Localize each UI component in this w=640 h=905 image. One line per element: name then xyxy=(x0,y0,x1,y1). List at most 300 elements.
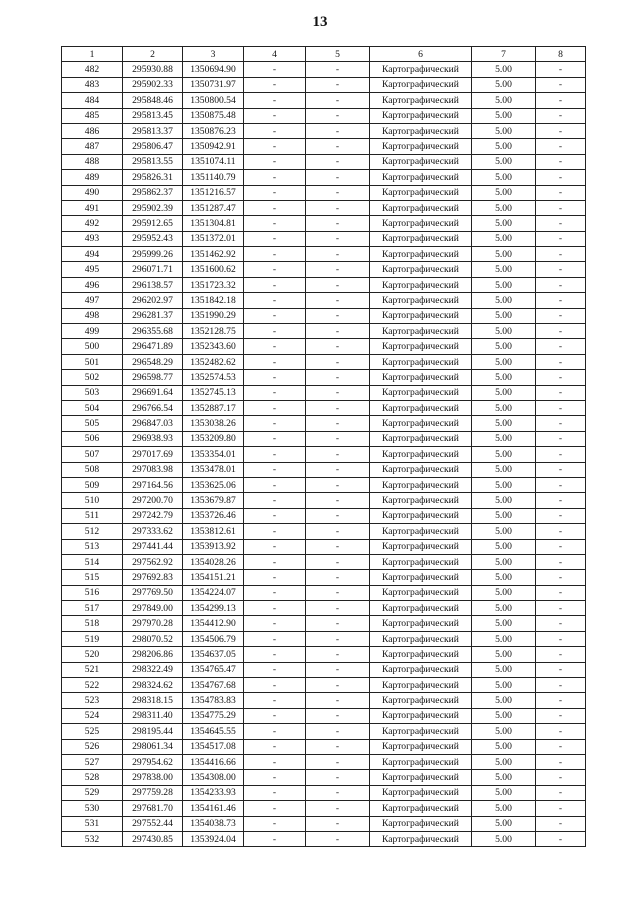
cell-x-coordinate: 295813.55 xyxy=(123,154,183,169)
cell-y-coordinate: 1354645.55 xyxy=(183,724,244,739)
cell-point-number: 482 xyxy=(62,62,123,77)
cell-precision: 5.00 xyxy=(472,678,536,693)
cell-col-5: - xyxy=(306,493,370,508)
table-row xyxy=(62,447,586,462)
cell-y-coordinate: 1351462.92 xyxy=(183,247,244,262)
cell-col-8: - xyxy=(536,616,586,631)
table-row xyxy=(62,493,586,508)
table-row xyxy=(62,508,586,523)
cell-col-5: - xyxy=(306,93,370,108)
cell-x-coordinate: 295912.65 xyxy=(123,216,183,231)
cell-point-number: 511 xyxy=(62,508,123,523)
table-row xyxy=(62,154,586,169)
table-row xyxy=(62,724,586,739)
cell-method: Картографический xyxy=(370,770,472,785)
cell-col-4: - xyxy=(244,754,306,769)
table-row xyxy=(62,354,586,369)
cell-col-5: - xyxy=(306,123,370,138)
cell-precision: 5.00 xyxy=(472,770,536,785)
cell-method: Картографический xyxy=(370,123,472,138)
cell-x-coordinate: 297441.44 xyxy=(123,539,183,554)
cell-col-5: - xyxy=(306,277,370,292)
cell-col-4: - xyxy=(244,770,306,785)
cell-col-8: - xyxy=(536,785,586,800)
table-row xyxy=(62,831,586,846)
cell-point-number: 484 xyxy=(62,93,123,108)
cell-col-8: - xyxy=(536,708,586,723)
cell-y-coordinate: 1350694.90 xyxy=(183,62,244,77)
table-row xyxy=(62,631,586,646)
cell-y-coordinate: 1353726.46 xyxy=(183,508,244,523)
cell-col-4: - xyxy=(244,816,306,831)
cell-col-5: - xyxy=(306,554,370,569)
cell-col-5: - xyxy=(306,616,370,631)
cell-x-coordinate: 297164.56 xyxy=(123,477,183,492)
cell-col-5: - xyxy=(306,324,370,339)
cell-col-8: - xyxy=(536,354,586,369)
table-row xyxy=(62,324,586,339)
cell-y-coordinate: 1352343.60 xyxy=(183,339,244,354)
cell-col-5: - xyxy=(306,62,370,77)
cell-x-coordinate: 298318.15 xyxy=(123,693,183,708)
cell-y-coordinate: 1351304.81 xyxy=(183,216,244,231)
cell-point-number: 507 xyxy=(62,447,123,462)
cell-col-5: - xyxy=(306,708,370,723)
table-row xyxy=(62,739,586,754)
cell-precision: 5.00 xyxy=(472,416,536,431)
cell-col-5: - xyxy=(306,339,370,354)
cell-col-4: - xyxy=(244,431,306,446)
cell-point-number: 493 xyxy=(62,231,123,246)
cell-col-5: - xyxy=(306,262,370,277)
cell-col-8: - xyxy=(536,477,586,492)
cell-x-coordinate: 297838.00 xyxy=(123,770,183,785)
cell-method: Картографический xyxy=(370,616,472,631)
cell-method: Картографический xyxy=(370,108,472,123)
cell-precision: 5.00 xyxy=(472,662,536,677)
cell-x-coordinate: 295930.88 xyxy=(123,62,183,77)
table-row xyxy=(62,216,586,231)
cell-point-number: 508 xyxy=(62,462,123,477)
table-row xyxy=(62,539,586,554)
cell-precision: 5.00 xyxy=(472,493,536,508)
cell-precision: 5.00 xyxy=(472,585,536,600)
cell-x-coordinate: 296598.77 xyxy=(123,370,183,385)
cell-method: Картографический xyxy=(370,231,472,246)
cell-y-coordinate: 1354299.13 xyxy=(183,601,244,616)
cell-y-coordinate: 1354412.90 xyxy=(183,616,244,631)
cell-y-coordinate: 1352745.13 xyxy=(183,385,244,400)
cell-y-coordinate: 1353209.80 xyxy=(183,431,244,446)
cell-precision: 5.00 xyxy=(472,231,536,246)
table-row xyxy=(62,200,586,215)
cell-point-number: 524 xyxy=(62,708,123,723)
cell-col-4: - xyxy=(244,554,306,569)
cell-point-number: 506 xyxy=(62,431,123,446)
cell-precision: 5.00 xyxy=(472,831,536,846)
cell-point-number: 490 xyxy=(62,185,123,200)
cell-method: Картографический xyxy=(370,62,472,77)
cell-precision: 5.00 xyxy=(472,62,536,77)
cell-col-5: - xyxy=(306,416,370,431)
cell-y-coordinate: 1354775.29 xyxy=(183,708,244,723)
cell-col-8: - xyxy=(536,231,586,246)
cell-col-8: - xyxy=(536,570,586,585)
cell-precision: 5.00 xyxy=(472,308,536,323)
cell-method: Картографический xyxy=(370,647,472,662)
cell-col-4: - xyxy=(244,354,306,369)
cell-x-coordinate: 296355.68 xyxy=(123,324,183,339)
cell-point-number: 528 xyxy=(62,770,123,785)
cell-y-coordinate: 1350875.48 xyxy=(183,108,244,123)
cell-col-8: - xyxy=(536,385,586,400)
table-row xyxy=(62,339,586,354)
cell-col-8: - xyxy=(536,185,586,200)
cell-point-number: 520 xyxy=(62,647,123,662)
cell-col-4: - xyxy=(244,324,306,339)
cell-x-coordinate: 295902.39 xyxy=(123,200,183,215)
cell-precision: 5.00 xyxy=(472,277,536,292)
table-row xyxy=(62,416,586,431)
cell-precision: 5.00 xyxy=(472,123,536,138)
cell-x-coordinate: 296138.57 xyxy=(123,277,183,292)
cell-col-4: - xyxy=(244,200,306,215)
table-row xyxy=(62,385,586,400)
cell-y-coordinate: 1354161.46 xyxy=(183,801,244,816)
cell-col-8: - xyxy=(536,123,586,138)
table-row xyxy=(62,662,586,677)
cell-col-4: - xyxy=(244,493,306,508)
cell-y-coordinate: 1353354.01 xyxy=(183,447,244,462)
cell-x-coordinate: 297552.44 xyxy=(123,816,183,831)
cell-method: Картографический xyxy=(370,831,472,846)
cell-col-4: - xyxy=(244,647,306,662)
cell-col-4: - xyxy=(244,508,306,523)
cell-col-4: - xyxy=(244,154,306,169)
cell-col-4: - xyxy=(244,662,306,677)
cell-col-5: - xyxy=(306,539,370,554)
cell-point-number: 514 xyxy=(62,554,123,569)
cell-precision: 5.00 xyxy=(472,754,536,769)
cell-point-number: 503 xyxy=(62,385,123,400)
cell-col-4: - xyxy=(244,277,306,292)
cell-point-number: 498 xyxy=(62,308,123,323)
cell-precision: 5.00 xyxy=(472,508,536,523)
cell-precision: 5.00 xyxy=(472,77,536,92)
cell-col-5: - xyxy=(306,431,370,446)
cell-col-8: - xyxy=(536,816,586,831)
cell-method: Картографический xyxy=(370,724,472,739)
cell-precision: 5.00 xyxy=(472,154,536,169)
cell-point-number: 496 xyxy=(62,277,123,292)
cell-y-coordinate: 1351842.18 xyxy=(183,293,244,308)
cell-col-4: - xyxy=(244,385,306,400)
table-row xyxy=(62,247,586,262)
cell-x-coordinate: 296766.54 xyxy=(123,400,183,415)
cell-col-5: - xyxy=(306,585,370,600)
cell-col-5: - xyxy=(306,400,370,415)
cell-col-4: - xyxy=(244,170,306,185)
cell-col-4: - xyxy=(244,524,306,539)
header-row xyxy=(62,47,586,62)
cell-point-number: 504 xyxy=(62,400,123,415)
cell-point-number: 499 xyxy=(62,324,123,339)
cell-col-8: - xyxy=(536,293,586,308)
cell-method: Картографический xyxy=(370,493,472,508)
cell-x-coordinate: 295813.45 xyxy=(123,108,183,123)
cell-x-coordinate: 297430.85 xyxy=(123,831,183,846)
cell-point-number: 526 xyxy=(62,739,123,754)
cell-col-8: - xyxy=(536,524,586,539)
cell-precision: 5.00 xyxy=(472,647,536,662)
cell-col-5: - xyxy=(306,462,370,477)
cell-col-4: - xyxy=(244,339,306,354)
cell-y-coordinate: 1352574.53 xyxy=(183,370,244,385)
cell-col-8: - xyxy=(536,724,586,739)
cell-precision: 5.00 xyxy=(472,693,536,708)
cell-precision: 5.00 xyxy=(472,447,536,462)
cell-point-number: 525 xyxy=(62,724,123,739)
cell-method: Картографический xyxy=(370,385,472,400)
cell-col-4: - xyxy=(244,262,306,277)
cell-col-5: - xyxy=(306,77,370,92)
table-row xyxy=(62,139,586,154)
cell-precision: 5.00 xyxy=(472,539,536,554)
column-header-1: 1 xyxy=(62,47,123,62)
cell-point-number: 531 xyxy=(62,816,123,831)
cell-y-coordinate: 1354233.93 xyxy=(183,785,244,800)
cell-y-coordinate: 1350942.91 xyxy=(183,139,244,154)
table-row xyxy=(62,801,586,816)
cell-precision: 5.00 xyxy=(472,108,536,123)
cell-point-number: 523 xyxy=(62,693,123,708)
cell-y-coordinate: 1354416.66 xyxy=(183,754,244,769)
cell-y-coordinate: 1353679.87 xyxy=(183,493,244,508)
cell-precision: 5.00 xyxy=(472,708,536,723)
cell-y-coordinate: 1354028.26 xyxy=(183,554,244,569)
cell-col-4: - xyxy=(244,123,306,138)
cell-y-coordinate: 1354783.83 xyxy=(183,693,244,708)
cell-col-8: - xyxy=(536,108,586,123)
cell-col-4: - xyxy=(244,231,306,246)
cell-col-8: - xyxy=(536,139,586,154)
column-header-7: 7 xyxy=(472,47,536,62)
cell-col-8: - xyxy=(536,770,586,785)
cell-y-coordinate: 1352128.75 xyxy=(183,324,244,339)
cell-y-coordinate: 1351372.01 xyxy=(183,231,244,246)
cell-col-4: - xyxy=(244,601,306,616)
cell-x-coordinate: 297242.79 xyxy=(123,508,183,523)
cell-point-number: 487 xyxy=(62,139,123,154)
cell-method: Картографический xyxy=(370,801,472,816)
cell-y-coordinate: 1354151.21 xyxy=(183,570,244,585)
cell-precision: 5.00 xyxy=(472,400,536,415)
table-body xyxy=(62,62,586,847)
coordinates-table xyxy=(61,46,586,847)
cell-point-number: 486 xyxy=(62,123,123,138)
cell-point-number: 491 xyxy=(62,200,123,215)
cell-y-coordinate: 1351216.57 xyxy=(183,185,244,200)
cell-y-coordinate: 1353478.01 xyxy=(183,462,244,477)
table-row xyxy=(62,62,586,77)
cell-x-coordinate: 296471.89 xyxy=(123,339,183,354)
cell-point-number: 517 xyxy=(62,601,123,616)
cell-x-coordinate: 295826.31 xyxy=(123,170,183,185)
table-row xyxy=(62,108,586,123)
cell-method: Картографический xyxy=(370,139,472,154)
cell-point-number: 500 xyxy=(62,339,123,354)
cell-method: Картографический xyxy=(370,431,472,446)
cell-y-coordinate: 1354765.47 xyxy=(183,662,244,677)
cell-col-5: - xyxy=(306,170,370,185)
table-row xyxy=(62,678,586,693)
cell-col-5: - xyxy=(306,231,370,246)
cell-x-coordinate: 298061.34 xyxy=(123,739,183,754)
cell-y-coordinate: 1354506.79 xyxy=(183,631,244,646)
cell-precision: 5.00 xyxy=(472,200,536,215)
cell-col-8: - xyxy=(536,662,586,677)
cell-col-8: - xyxy=(536,539,586,554)
cell-point-number: 494 xyxy=(62,247,123,262)
cell-col-5: - xyxy=(306,831,370,846)
cell-point-number: 529 xyxy=(62,785,123,800)
cell-precision: 5.00 xyxy=(472,339,536,354)
cell-col-5: - xyxy=(306,785,370,800)
cell-point-number: 492 xyxy=(62,216,123,231)
table-row xyxy=(62,785,586,800)
cell-col-4: - xyxy=(244,693,306,708)
cell-x-coordinate: 297017.69 xyxy=(123,447,183,462)
cell-col-5: - xyxy=(306,477,370,492)
cell-col-5: - xyxy=(306,200,370,215)
cell-method: Картографический xyxy=(370,200,472,215)
cell-precision: 5.00 xyxy=(472,293,536,308)
cell-point-number: 527 xyxy=(62,754,123,769)
cell-x-coordinate: 296202.97 xyxy=(123,293,183,308)
cell-col-5: - xyxy=(306,154,370,169)
cell-precision: 5.00 xyxy=(472,93,536,108)
cell-method: Картографический xyxy=(370,370,472,385)
cell-method: Картографический xyxy=(370,508,472,523)
cell-point-number: 488 xyxy=(62,154,123,169)
cell-col-4: - xyxy=(244,108,306,123)
table-row xyxy=(62,554,586,569)
cell-y-coordinate: 1350876.23 xyxy=(183,123,244,138)
cell-x-coordinate: 297759.28 xyxy=(123,785,183,800)
cell-point-number: 501 xyxy=(62,354,123,369)
cell-method: Картографический xyxy=(370,662,472,677)
cell-col-4: - xyxy=(244,185,306,200)
cell-col-8: - xyxy=(536,462,586,477)
cell-precision: 5.00 xyxy=(472,185,536,200)
cell-y-coordinate: 1351140.79 xyxy=(183,170,244,185)
cell-col-8: - xyxy=(536,754,586,769)
cell-precision: 5.00 xyxy=(472,354,536,369)
cell-method: Картографический xyxy=(370,539,472,554)
cell-x-coordinate: 298206.86 xyxy=(123,647,183,662)
cell-x-coordinate: 295902.33 xyxy=(123,77,183,92)
cell-x-coordinate: 296691.64 xyxy=(123,385,183,400)
cell-col-8: - xyxy=(536,216,586,231)
cell-col-4: - xyxy=(244,139,306,154)
cell-col-8: - xyxy=(536,324,586,339)
cell-point-number: 512 xyxy=(62,524,123,539)
cell-precision: 5.00 xyxy=(472,477,536,492)
cell-method: Картографический xyxy=(370,739,472,754)
cell-precision: 5.00 xyxy=(472,801,536,816)
cell-method: Картографический xyxy=(370,601,472,616)
cell-point-number: 497 xyxy=(62,293,123,308)
cell-col-5: - xyxy=(306,247,370,262)
column-header-8: 8 xyxy=(536,47,586,62)
cell-y-coordinate: 1350731.97 xyxy=(183,77,244,92)
table-row xyxy=(62,185,586,200)
cell-col-5: - xyxy=(306,293,370,308)
cell-col-4: - xyxy=(244,585,306,600)
cell-method: Картографический xyxy=(370,570,472,585)
cell-method: Картографический xyxy=(370,185,472,200)
table-row xyxy=(62,400,586,415)
cell-col-8: - xyxy=(536,801,586,816)
cell-x-coordinate: 298070.52 xyxy=(123,631,183,646)
cell-col-4: - xyxy=(244,785,306,800)
cell-x-coordinate: 297970.28 xyxy=(123,616,183,631)
table-row xyxy=(62,308,586,323)
cell-precision: 5.00 xyxy=(472,385,536,400)
table-row xyxy=(62,708,586,723)
table-row xyxy=(62,431,586,446)
cell-method: Картографический xyxy=(370,277,472,292)
cell-col-4: - xyxy=(244,539,306,554)
cell-point-number: 521 xyxy=(62,662,123,677)
cell-y-coordinate: 1351074.11 xyxy=(183,154,244,169)
cell-y-coordinate: 1354038.73 xyxy=(183,816,244,831)
table-row xyxy=(62,123,586,138)
cell-y-coordinate: 1353812.61 xyxy=(183,524,244,539)
cell-col-5: - xyxy=(306,108,370,123)
cell-method: Картографический xyxy=(370,524,472,539)
cell-x-coordinate: 296071.71 xyxy=(123,262,183,277)
cell-col-8: - xyxy=(536,601,586,616)
cell-point-number: 516 xyxy=(62,585,123,600)
cell-precision: 5.00 xyxy=(472,462,536,477)
cell-y-coordinate: 1352482.62 xyxy=(183,354,244,369)
cell-col-8: - xyxy=(536,493,586,508)
cell-col-8: - xyxy=(536,693,586,708)
cell-col-5: - xyxy=(306,816,370,831)
cell-col-4: - xyxy=(244,62,306,77)
cell-method: Картографический xyxy=(370,170,472,185)
cell-method: Картографический xyxy=(370,293,472,308)
cell-col-5: - xyxy=(306,601,370,616)
cell-col-8: - xyxy=(536,678,586,693)
table-row xyxy=(62,754,586,769)
cell-col-8: - xyxy=(536,554,586,569)
cell-col-8: - xyxy=(536,62,586,77)
cell-col-8: - xyxy=(536,431,586,446)
cell-point-number: 505 xyxy=(62,416,123,431)
cell-col-4: - xyxy=(244,739,306,754)
cell-col-8: - xyxy=(536,247,586,262)
cell-col-8: - xyxy=(536,77,586,92)
cell-precision: 5.00 xyxy=(472,739,536,754)
cell-x-coordinate: 298322.49 xyxy=(123,662,183,677)
cell-col-4: - xyxy=(244,724,306,739)
table-row xyxy=(62,585,586,600)
table-row xyxy=(62,231,586,246)
cell-method: Картографический xyxy=(370,93,472,108)
cell-col-5: - xyxy=(306,739,370,754)
